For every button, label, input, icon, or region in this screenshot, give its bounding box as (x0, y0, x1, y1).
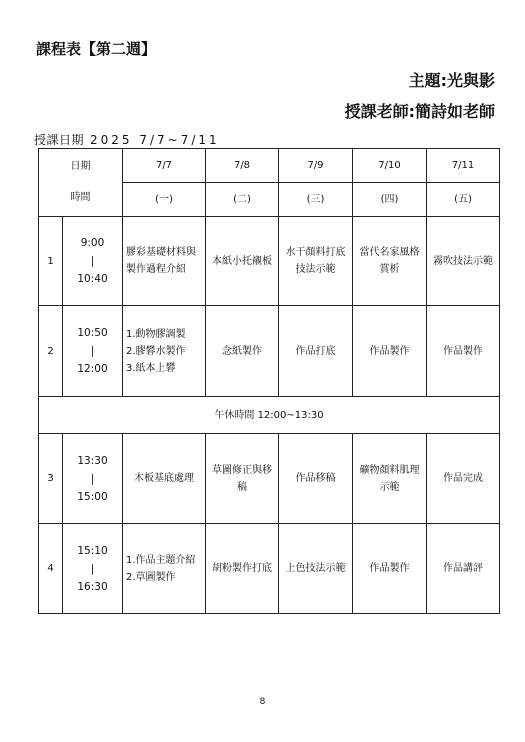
lunch-break: 午休時間 12:00~13:30 (39, 397, 500, 434)
course-cell: 作品製作 (353, 524, 427, 614)
course-cell: 草圖修正與移稿 (206, 434, 279, 524)
date-cell: 7/7 (123, 149, 206, 183)
date-cell: 7/8 (206, 149, 279, 183)
period-row (39, 217, 500, 306)
course-cell: 作品完成 (427, 434, 500, 524)
course-cell: 念紙製作 (206, 306, 279, 397)
header-date-label: 日期 (70, 160, 91, 172)
weekday-cell: (四) (353, 183, 427, 217)
teacher-heading: 授課老師:簡詩如老師 (344, 102, 495, 121)
class-date-value: 2025 7/7~7/11 (90, 133, 220, 147)
class-date-label: 授課日期 (34, 133, 85, 147)
time-start: 10:50 (77, 327, 108, 339)
time-end: 10:40 (77, 273, 108, 285)
period-row (39, 434, 500, 524)
time-end: 15:00 (77, 490, 108, 503)
time-separator: | (90, 562, 95, 575)
document-title: 課程表【第二週】 (36, 40, 157, 58)
time-range (63, 306, 123, 397)
time-range (63, 524, 123, 614)
time-separator: | (90, 472, 95, 485)
course-list-item: 1.動物膠調製 (126, 328, 186, 340)
course-cell: 霧吹技法示範 (427, 217, 500, 306)
time-range (63, 434, 123, 524)
period-number: 1 (39, 217, 63, 306)
course-list-item: 1.作品主題介紹 (126, 554, 196, 566)
course-cell: 作品製作 (427, 306, 500, 397)
course-cell: 木板基底處理 (123, 434, 206, 524)
period-row (39, 524, 500, 614)
weekday-cell: (一) (123, 183, 206, 217)
weekday-cell: (二) (206, 183, 279, 217)
course-cell: 作品打底 (279, 306, 353, 397)
period-number: 4 (39, 524, 63, 614)
page-number: 8 (259, 697, 266, 707)
time-start: 13:30 (77, 454, 108, 467)
course-cell: 當代名家風格賞析 (353, 217, 427, 306)
date-cell: 7/9 (279, 149, 353, 183)
course-cell: 上色技法示範 (279, 524, 353, 614)
course-cell (123, 524, 206, 614)
course-cell: 膠彩基礎材料與製作過程介紹 (123, 217, 206, 306)
course-list-item: 2.膠礬水製作 (126, 345, 186, 357)
time-start: 9:00 (80, 237, 105, 249)
course-cell: 作品移稿 (279, 434, 353, 524)
course-list-item: 2.草圖製作 (126, 571, 176, 583)
header-row-dates (39, 149, 500, 183)
date-cell: 7/10 (353, 149, 427, 183)
weekday-cell: (三) (279, 183, 353, 217)
schedule-table (38, 148, 500, 614)
period-number: 2 (39, 306, 63, 397)
time-separator: | (90, 255, 95, 267)
header-time-label: 時間 (70, 191, 91, 203)
course-cell (123, 306, 206, 397)
header-corner-cell (39, 149, 123, 217)
theme-heading: 主題:光與影 (408, 71, 495, 90)
period-number: 3 (39, 434, 63, 524)
time-end: 16:30 (77, 580, 108, 593)
class-date-line (34, 131, 220, 148)
lunch-row (39, 397, 500, 434)
time-range (63, 217, 123, 306)
date-cell: 7/11 (427, 149, 500, 183)
period-row (39, 306, 500, 397)
time-start: 15:10 (77, 544, 108, 557)
time-end: 12:00 (77, 363, 108, 375)
course-cell: 作品講評 (427, 524, 500, 614)
course-cell: 本紙小托襯板 (206, 217, 279, 306)
course-cell: 作品製作 (353, 306, 427, 397)
course-cell: 胡粉製作打底 (206, 524, 279, 614)
time-separator: | (90, 345, 95, 357)
course-cell: 礦物顏料肌理示範 (353, 434, 427, 524)
course-cell: 水干顏料打底技法示範 (279, 217, 353, 306)
weekday-cell: (五) (427, 183, 500, 217)
course-list-item: 3.紙本上礬 (126, 362, 176, 374)
